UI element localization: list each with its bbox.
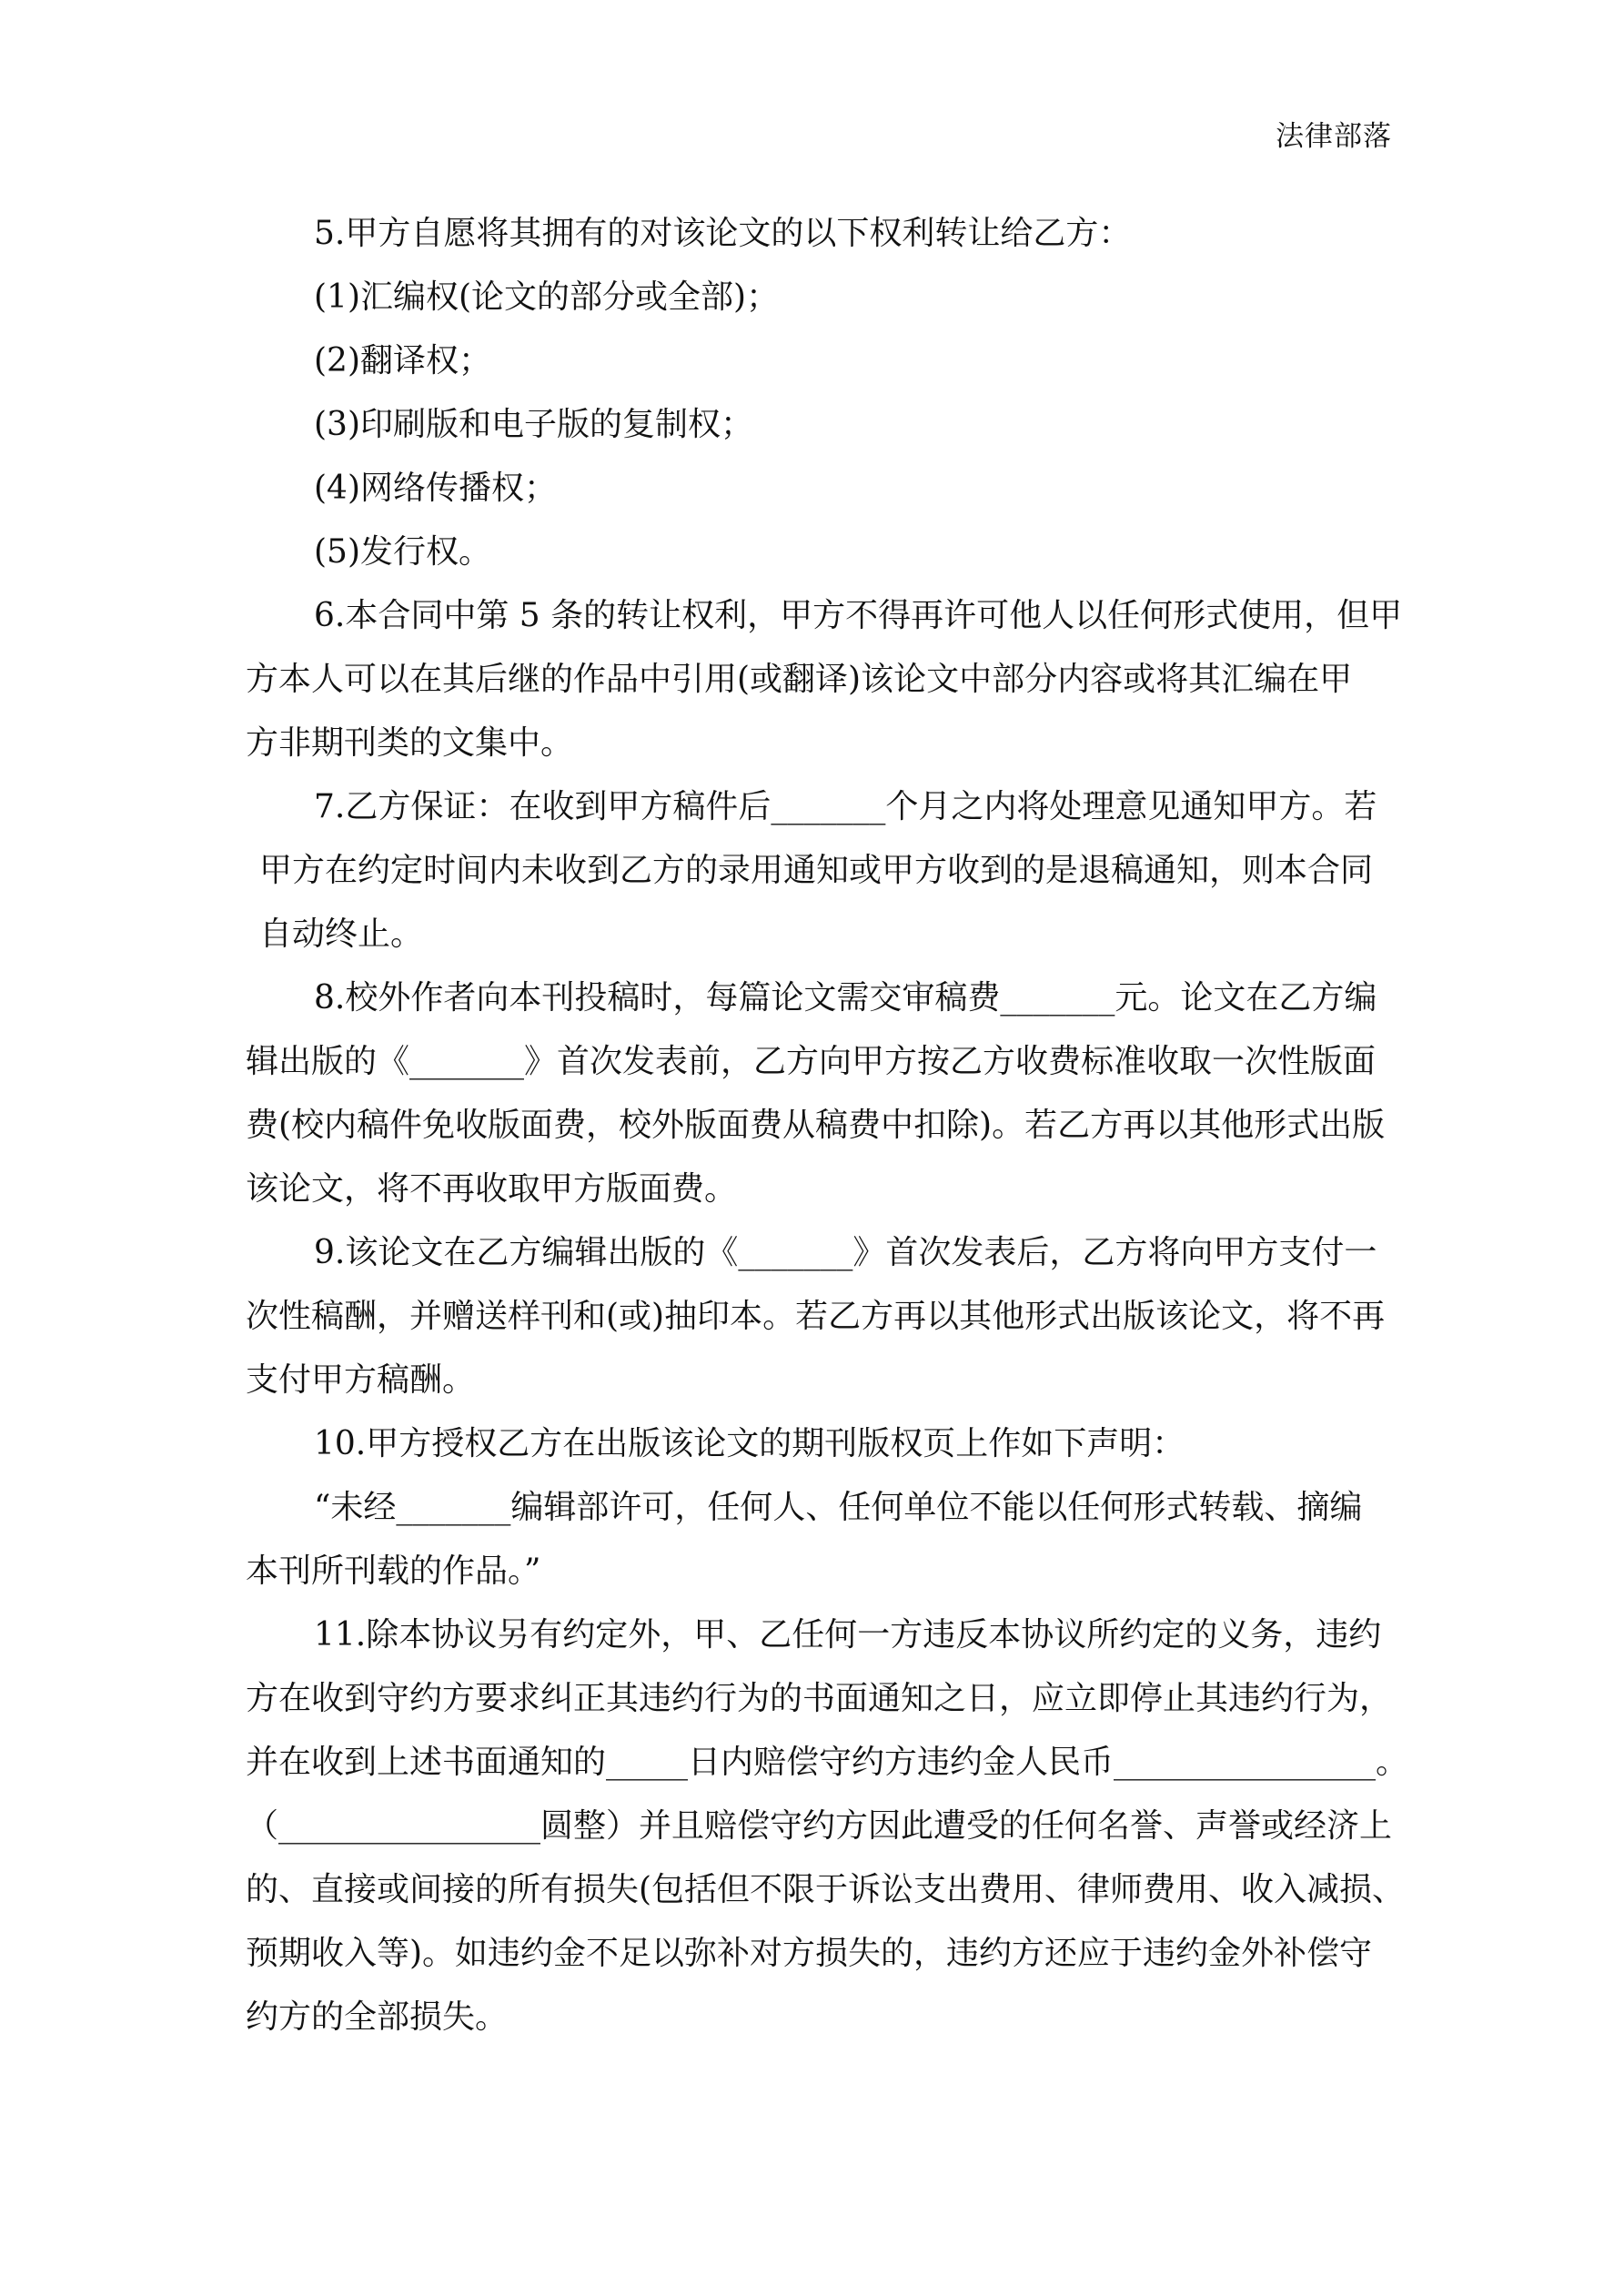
text-line: (2)翻译权；: [314, 342, 491, 379]
text-line: 5.甲方自愿将其拥有的对该论文的以下权利转让给乙方：: [314, 215, 1132, 252]
text-line: (5)发行权。: [314, 533, 491, 571]
text-line: 6.本合同中第 5 条的转让权利，甲方不得再许可他人以任何形式使用，但甲: [314, 597, 1403, 634]
text-line: 甲方在约定时间内未收到乙方的录用通知或甲方收到的是退稿通知，则本合同: [259, 852, 1374, 889]
text-line: 9.该论文在乙方编辑出版的《_______》首次发表后，乙方将向甲方支付一: [314, 1234, 1377, 1271]
page-header: 法律部落: [1276, 120, 1392, 153]
text-line: 并在收到上述书面通知的_____日内赔偿守约方违约金人民币________________。: [246, 1744, 1409, 1781]
text-line: 本刊所刊载的作品。”: [246, 1553, 541, 1590]
text-line: 约方的全部损失。: [246, 1998, 509, 2036]
text-line: 10.甲方授权乙方在出版该论文的期刊版权页上作如下声明：: [314, 1425, 1185, 1462]
text-line: 8.校外作者向本刊投稿时，每篇论文需交审稿费_______元。论文在乙方编: [314, 979, 1377, 1017]
text-line: 11.除本协议另有约定外，甲、乙任何一方违反本协议所约定的义务，违约: [314, 1616, 1382, 1654]
text-line: (3)印刷版和电子版的复制权；: [314, 406, 753, 443]
text-line: (1)汇编权(论文的部分或全部)；: [314, 278, 780, 316]
text-line: 辑出版的《_______》首次发表前，乙方向甲方按乙方收费标准收取一次性版面: [246, 1043, 1377, 1080]
text-line: “未经_______编辑部许可，任何人、任何单位不能以任何形式转载、摘编: [314, 1489, 1363, 1526]
text-line: （________________圆整）并且赔偿守约方因此遭受的任何名誉、声誉或经济上: [246, 1807, 1393, 1845]
text-line: 预期收入等)。如违约金不足以弥补对方损失的，违约方还应于违约金外补偿守: [246, 1935, 1373, 1972]
text-line: 方在收到守约方要求纠正其违约行为的书面通知之日，应立即停止其违约行为，: [246, 1680, 1393, 1717]
text-line: 方本人可以在其后继的作品中引用(或翻译)该论文中部分内容或将其汇编在甲: [246, 661, 1353, 698]
text-line: 自动终止。: [259, 915, 424, 953]
text-line: 费(校内稿件免收版面费，校外版面费从稿费中扣除)。若乙方再以其他形式出版: [246, 1107, 1386, 1144]
text-line: 方非期刊类的文集中。: [246, 724, 574, 762]
text-line: (4)网络传播权；: [314, 470, 557, 507]
text-line: 该论文，将不再收取甲方版面费。: [246, 1170, 738, 1208]
text-line: 支付甲方稿酬。: [246, 1361, 476, 1399]
document-body: [246, 202, 1409, 2049]
text-line: 的、直接或间接的所有损失(包括但不限于诉讼支出费用、律师费用、收入减损、: [246, 1871, 1406, 1908]
text-line: 7.乙方保证：在收到甲方稿件后_______个月之内将处理意见通知甲方。若: [314, 788, 1377, 825]
text-line: 次性稿酬，并赠送样刊和(或)抽印本。若乙方再以其他形式出版该论文，将不再: [246, 1298, 1386, 1335]
